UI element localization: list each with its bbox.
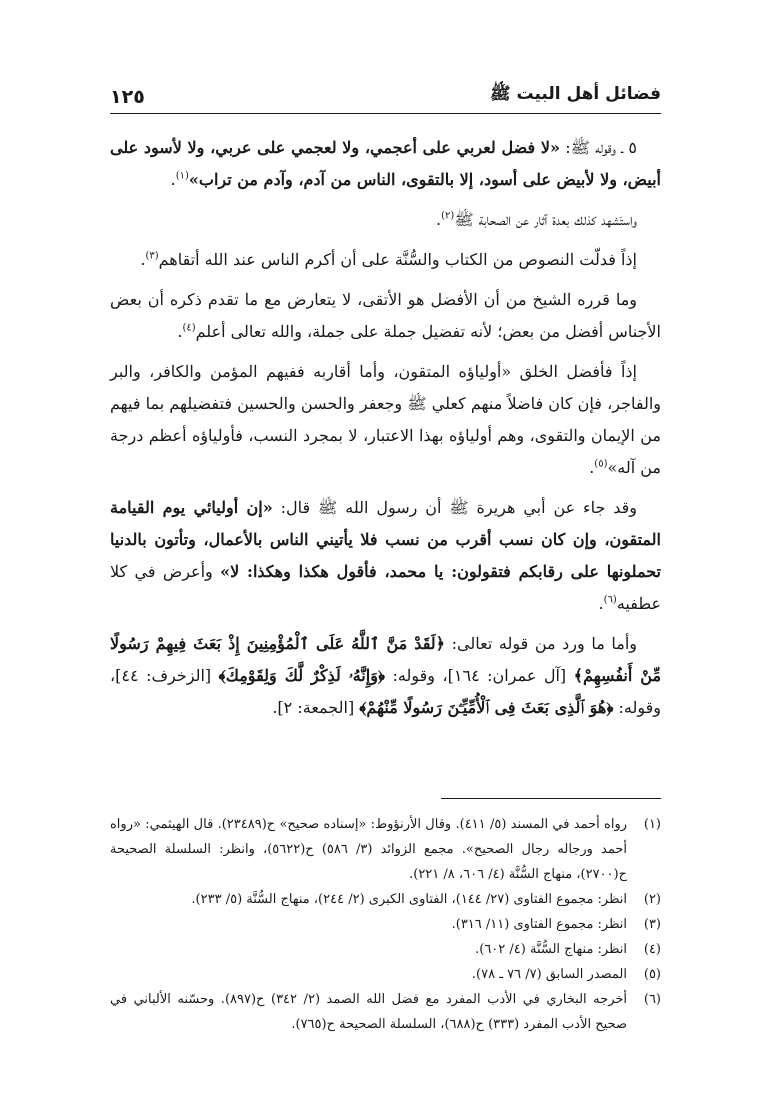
footnote-ref-2: (٢) — [441, 210, 455, 222]
footnote-text: انظر: مجموع الفتاوى (١١/ ٣١٦). — [451, 917, 627, 932]
quran-verse-2: ﴿وَإِنَّهُۥ لَذِكْرٌ لَّكَ وَلِقَوْمِكَ﴾ — [218, 666, 386, 685]
footnotes — [110, 812, 661, 1037]
footnote-text: انظر: مجموع الفتاوى (٢٧/ ١٤٤)، الفتاوى الكبرى (٢/ ٢٤٤)، منهاج السُّنَّة (٥/ ٢٣٣). — [191, 892, 627, 907]
quran-verse-3: ﴿هُوَ ٱلَّذِى بَعَثَ فِى ٱلْأُمِّيِّـۧنَ رَسُولًا مِّنْهُمْ﴾ — [359, 698, 614, 717]
p7-intro: وأما ما ورد من قوله تعالى: — [445, 634, 637, 653]
paragraph-6 — [110, 492, 661, 620]
footnote-number: (٢) — [643, 892, 661, 907]
p2-text: واستَشهد كذلك بعدة آثار عن الصحابة ﷺ — [454, 210, 637, 229]
verse-ref-1: [آل عمران: ١٦٤]، وقوله: — [385, 666, 574, 685]
footnote-number: (٤) — [643, 942, 661, 957]
verse-ref-2: [الزخرف: ٤٤]، وقوله: — [110, 666, 661, 717]
footnote-text: رواه أحمد في المسند (٥/ ٤١١). وقال الأرنؤوط: «إسناده صحيح» ح(٢٣٤٨٩). قال الهيثمي: «رواه أحمد ورجاله رجال الصحيح». مجمع الزوائد (٣/ ٥٨٦) ح(٥٦٢٢)، وانظر: السلسلة الصحيحة ح(٢٧٠٠)، منهاج السُّنَّة (٤/ ٦٠٦، ٨/ ٢٢١). — [110, 817, 628, 882]
footnote-number: (٣) — [643, 917, 661, 932]
p1-lead: ٥ ـ وقوله ﷺ: — [560, 138, 637, 157]
footnote-item — [110, 937, 661, 962]
p3-text: إذاً فدلّت النصوص من الكتاب والسُّنَّة على أن أكرم الناس عند الله أتقاهم — [158, 250, 637, 269]
paragraph-5 — [110, 356, 661, 484]
hadith-quote-1: «لا فضل لعربي على أعجمي، ولا لعجمي على عربي، ولا لأسود على أبيض، ولا لأبيض على أسود، إلا بالتقوى، الناس من آدم، وآدم من تراب» — [110, 138, 661, 189]
p6-tail: وأعرض في كلا عطفيه — [110, 562, 661, 613]
p6-lead: وقد جاء عن أبي هريرة ﷺ أن رسول الله ﷺ قال: — [272, 498, 637, 517]
main-text — [110, 132, 661, 732]
footnote-ref-5: (٥) — [594, 458, 608, 470]
footnote-item — [110, 887, 661, 912]
p5-end: . — [589, 458, 595, 477]
header-divider — [110, 113, 661, 114]
footnote-item — [110, 987, 661, 1037]
chapter-title: فضائل أهل البيت ﷺ — [490, 84, 661, 104]
paragraph-7 — [110, 628, 661, 724]
footnote-ref-3: (٣) — [145, 250, 159, 262]
paragraph-1 — [110, 132, 661, 196]
quran-verse-1: ﴿لَقَدْ مَنَّ ٱللَّهُ عَلَى ٱلْمُؤْمِنِينَ إِذْ بَعَثَ فِيهِمْ رَسُولًا مِّنْ أَنفُسِهِمْ﴾ — [110, 634, 662, 685]
footnote-text: المصدر السابق (٧/ ٧٦ ـ ٧٨). — [471, 967, 627, 982]
footnote-number: (٥) — [643, 967, 661, 982]
verse-ref-3: [الجمعة: ٢]. — [272, 698, 360, 717]
p5-text: إذاً فأفضل الخلق «أولياؤه المتقون، وأما أقاربه ففيهم المؤمن والكافر، والبر والفاجر، فإن كان فاضلاً منهم كعلي ﷺ وجعفر والحسن والحسين فتفضيلهم بما فيهم من الإيمان والتقوى، وهم أولياؤه بهذا الاعتبار، لا بمجرد النسب، فأولياؤه أعظم درجة من آله» — [110, 362, 661, 477]
p4-text: وما قرره الشيخ من أن الأفضل هو الأتقى، لا يتعارض مع ما تقدم ذكره أن بعض الأجناس أفضل من بعض؛ لأنه تفضيل جملة على جملة، والله تعالى أعلم — [110, 290, 661, 341]
page-number: ١٢٥ — [110, 86, 145, 108]
footnote-ref-1: (١) — [175, 170, 189, 182]
p6-end: . — [598, 594, 604, 613]
footnote-ref-4: (٤) — [182, 322, 196, 334]
footnote-item — [110, 962, 661, 987]
paragraph-3 — [110, 244, 661, 276]
footnote-text: أخرجه البخاري في الأدب المفرد مع فضل الله الصمد (٢/ ٣٤٢) ح(٨٩٧). وحسّنه الألباني في صحيح الأدب المفرد (٣٣٣) ح(٦٨٨)، السلسلة الصحيحة ح(٧٦٥). — [110, 992, 628, 1032]
p2-end: . — [436, 210, 442, 229]
paragraph-4 — [110, 284, 661, 348]
footnote-text: انظر: منهاج السُّنَّة (٤/ ٦٠٢). — [475, 942, 627, 957]
paragraph-2 — [110, 204, 661, 236]
footnote-number: (٦) — [643, 992, 661, 1007]
footnote-item — [110, 812, 661, 887]
p4-end: . — [177, 322, 183, 341]
p1-end: . — [170, 170, 176, 189]
running-header — [110, 78, 661, 108]
footnote-divider — [441, 798, 661, 799]
footnote-number: (١) — [643, 817, 661, 832]
footnote-ref-6: (٦) — [603, 594, 617, 606]
hadith-quote-2: «إن أوليائي يوم القيامة المتقون، وإن كان نسب أقرب من نسب فلا يأتيني الناس بالأعمال، وتأتون بالدنيا تحملونها على رقابكم فتقولون: يا محمد، فأقول هكذا وهكذا: لا» — [110, 498, 661, 581]
p3-end: . — [140, 250, 146, 269]
footnote-item — [110, 912, 661, 937]
